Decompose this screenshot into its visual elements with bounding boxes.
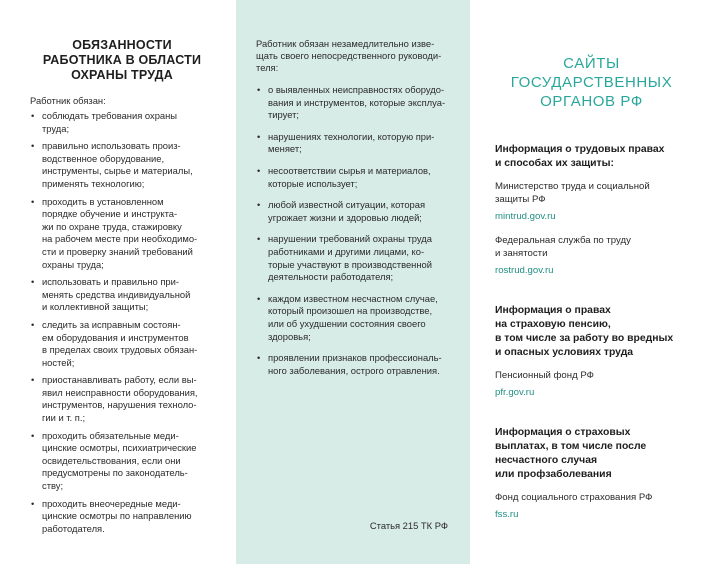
list-item-line: угрожает жизни и здоровью людей; (268, 211, 422, 223)
list-item-line: ного заболевания, острого отравления. (268, 364, 440, 376)
list-item (30, 110, 214, 135)
list-item-line: инструментов, нарушения техноло- (42, 399, 197, 411)
agency-name (495, 491, 688, 504)
list-item (30, 276, 214, 314)
list-item-line: • проходить в установленном (42, 195, 164, 207)
list-item-line: в пределах своих трудовых обязан- (42, 344, 198, 356)
list-item-line: • каждом известном несчастном случае, (268, 292, 438, 304)
list-item-line: порядке обучение и инструкта- (42, 208, 178, 220)
agency-entry (495, 369, 688, 400)
list-item-line: здоровья; (268, 330, 311, 342)
duties-title: ОБЯЗАННОСТИ РАБОТНИКА В ОБЛАСТИ ОХРАНЫ ТРУДА (42, 38, 202, 82)
list-item-line: • использовать и правильно при- (42, 276, 179, 288)
list-item-line: менять средства индивидуальной (42, 288, 191, 300)
list-item-line: жи по охране труда, стажировку (42, 220, 182, 232)
agency-name-line: Пенсионный фонд РФ (495, 370, 594, 381)
list-item-line: охраны труда; (42, 258, 104, 270)
info-section (495, 426, 688, 522)
list-item-line: или об ухудшении состояния своего (268, 317, 426, 329)
list-item-line: • приостанавливать работу, если вы- (42, 374, 197, 386)
list-item-line: • проявлении признаков профессиональ- (268, 352, 442, 364)
agency-entry (495, 491, 688, 522)
list-item-line: тирует; (268, 109, 300, 121)
agency-name (495, 369, 688, 382)
list-item-line: • несоответствии сырья и материалов, (268, 164, 431, 176)
law-reference: Статья 215 ТК РФ (369, 520, 448, 531)
list-item-line: • о выявленных неисправностях оборудо- (268, 84, 445, 95)
notify-intro: Работник обязан незамедлительно изве- щать своего непосредственного руководи- теля: (256, 38, 442, 73)
list-item-line: • любой известной ситуации, которая (268, 199, 426, 211)
list-item-line: • нарушениях технологии, которую при- (268, 130, 435, 142)
agency-name-line: Министерство труда и социальной (495, 181, 650, 192)
list-item-line: освидетельствования, если они (42, 454, 181, 466)
section-heading-line: Информация о правах (495, 305, 611, 316)
agency-name-line: Федеральная служба по труду (495, 235, 631, 246)
agency-entry (495, 234, 688, 278)
duties-list (30, 110, 214, 535)
list-item-line: который произошел на производстве, (268, 305, 433, 317)
list-item-line: вания и инструментов, которые эксплуа- (268, 96, 446, 108)
list-item (30, 430, 214, 493)
agency-name-line: и занятости (495, 248, 548, 259)
list-item-line: водственное оборудование, (42, 152, 165, 164)
list-item-line: • проходить обязательные меди- (42, 429, 179, 441)
list-item-line: торые участвуют в производственной (268, 258, 432, 270)
list-item-line: • соблюдать требования охраны (42, 110, 178, 121)
list-item-line: ностей; (42, 356, 75, 368)
list-item (256, 84, 448, 122)
section-heading-line: на страховую пенсию, (495, 319, 611, 330)
notify-list (256, 84, 448, 377)
list-item-line: деятельности работодателя; (268, 271, 394, 283)
list-item (256, 293, 448, 343)
section-heading-line: выплатах, в том числе после (495, 441, 647, 452)
agency-entry (495, 180, 688, 224)
agency-website-link[interactable]: pfr.gov.ru (495, 387, 535, 398)
list-item-line: работниками и другими лицами, ко- (268, 245, 425, 257)
section-heading-line: несчастного случая (495, 455, 598, 466)
agency-name (495, 234, 688, 260)
section-heading-line: Информация о трудовых правах (495, 144, 665, 155)
gov-sites-column (470, 0, 708, 564)
list-item-line: меняет; (268, 143, 302, 155)
section-heading (495, 143, 688, 171)
notify-column (236, 0, 470, 564)
list-item-line: • следить за исправным состоян- (42, 318, 181, 330)
gov-sites-title: САЙТЫ ГОСУДАРСТВЕННЫХ ОРГАНОВ РФ (510, 55, 673, 110)
section-heading-line: или профзаболевания (495, 469, 612, 480)
list-item-line: гии и т. п.; (42, 412, 86, 424)
list-item-line: ем оборудования и инструментов (42, 331, 189, 343)
section-heading (495, 304, 688, 360)
list-item-line: работодателя. (42, 522, 105, 534)
list-item-line: сти и проверку знаний требований (42, 245, 193, 257)
info-section (495, 143, 688, 278)
list-item (30, 319, 214, 369)
list-item-line: труда; (42, 122, 70, 134)
info-section (495, 304, 688, 400)
list-item-line: цинские осмотры по направлению (42, 510, 192, 522)
list-item-line: цинские осмотры, психиатрические (42, 442, 197, 454)
list-item-line: инструменты, сырье и материалы, (42, 165, 193, 177)
duties-intro: Работник обязан: (30, 95, 106, 106)
section-heading-line: и способах их защиты: (495, 158, 614, 169)
duties-column (0, 0, 236, 564)
list-item (30, 140, 214, 190)
list-item-line: • проходить внеочередные меди- (42, 497, 181, 509)
list-item (256, 199, 448, 224)
list-item (30, 498, 214, 536)
list-item-line: и коллективной защиты; (42, 301, 149, 313)
list-item (256, 165, 448, 190)
info-sections (495, 143, 688, 522)
section-heading-line: Информация о страховых (495, 427, 631, 438)
agency-name (495, 180, 688, 206)
list-item-line: ству; (42, 480, 64, 492)
agency-name-line: защиты РФ (495, 194, 546, 205)
section-heading (495, 426, 688, 482)
section-heading-line: в том числе за работу во вредных (495, 333, 674, 344)
agency-website-link[interactable]: mintrud.gov.ru (495, 211, 556, 222)
list-item-line: на рабочем месте при необходимо- (42, 233, 198, 245)
list-item (30, 374, 214, 424)
list-item-line: • нарушении требований охраны труда (268, 233, 432, 245)
agency-website-link[interactable]: rostrud.gov.ru (495, 265, 554, 276)
list-item (256, 233, 448, 283)
list-item-line: явил неисправности оборудования, (42, 386, 198, 398)
list-item-line: которые использует; (268, 177, 358, 189)
list-item-line: • правильно использовать произ- (42, 140, 181, 152)
agency-website-link[interactable]: fss.ru (495, 509, 519, 520)
list-item (256, 131, 448, 156)
list-item-line: применять технологию; (42, 177, 145, 189)
list-item-line: предусмотрены по законодатель- (42, 467, 188, 479)
section-heading-line: и опасных условиях труда (495, 347, 634, 358)
list-item (256, 352, 448, 377)
agency-name-line: Фонд социального страхования РФ (495, 492, 653, 503)
list-item (30, 196, 214, 272)
